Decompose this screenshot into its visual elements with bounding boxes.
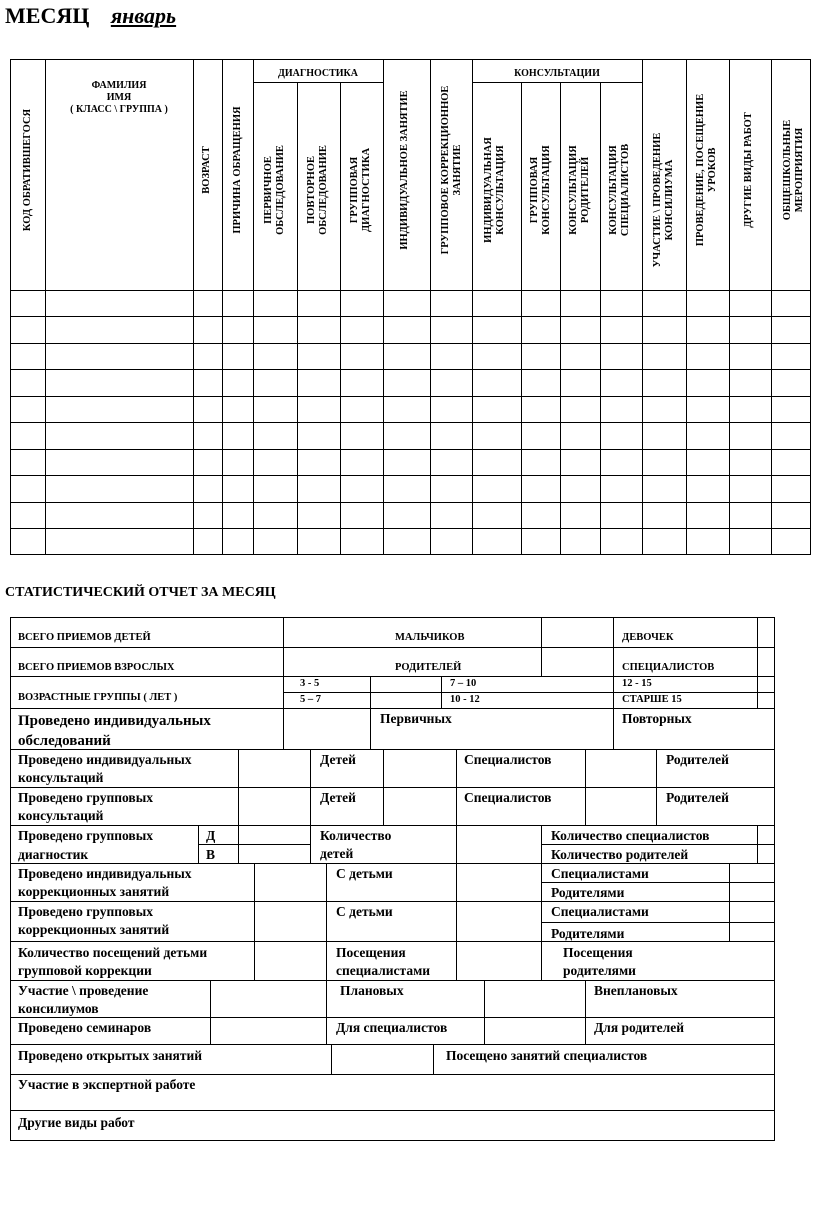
visits-parents-label: Посещения родителями (563, 945, 636, 978)
table-rule-h (10, 369, 811, 370)
grp-diag-v-label: В (206, 847, 216, 862)
table-rule-v (600, 82, 601, 555)
table-rule-h (10, 617, 775, 618)
table-rule-h (10, 941, 775, 942)
table-rule-v (585, 749, 586, 826)
table-rule-h (10, 475, 811, 476)
table-rule-v (810, 59, 811, 555)
table-rule-h (10, 502, 811, 503)
table-rule-v (10, 59, 11, 555)
table-rule-v (774, 617, 775, 1141)
for-parents-label: Для родителей (594, 1020, 684, 1035)
visits-specialists-label: Посещения специалистами (336, 945, 431, 978)
grp-corr-parents-label: Родителями (551, 926, 625, 941)
table-rule-v (370, 708, 371, 750)
table-rule-v (326, 901, 327, 942)
table-rule-v (456, 825, 457, 864)
table-rule-v (521, 82, 522, 555)
table-rule-h (10, 396, 811, 397)
open-lessons-label: Проведено открытых занятий (18, 1048, 203, 1063)
table-rule-h (10, 290, 811, 291)
count-children-label: Количество детей (320, 828, 392, 861)
table-rule-v (613, 617, 614, 677)
total-adults-label: ВСЕГО ПРИЕМОВ ВЗРОСЛЫХ (18, 662, 175, 673)
table-rule-v (193, 59, 194, 555)
table-rule-h (10, 316, 811, 317)
month-value[interactable]: январь (110, 3, 177, 28)
age-groups-label: ВОЗРАСТНЫЕ ГРУППЫ ( ЛЕТ ) (18, 692, 178, 703)
ind-consult-specialists-label: Специалистов (464, 752, 552, 767)
table-rule-v (541, 941, 542, 981)
table-rule-h (10, 343, 811, 344)
table-rule-v (430, 59, 431, 555)
age-12-15: 12 - 15 (622, 678, 652, 689)
table-rule-v (771, 59, 772, 555)
total-children-label: ВСЕГО ПРИЕМОВ ДЕТЕЙ (18, 632, 151, 643)
table-rule-v (254, 901, 255, 942)
ind-corr-children-label: С детьми (336, 866, 393, 881)
count-specialists-label: Количество специалистов (551, 828, 710, 843)
table-rule-v (210, 1017, 211, 1045)
grp-diag-label-2: диагностик (18, 847, 89, 862)
other-label: Другие виды работ (18, 1115, 135, 1130)
table-rule-v (757, 676, 758, 709)
primary-label: Первичных (380, 711, 452, 726)
visited-lessons-label: Посещено занятий специалистов (446, 1048, 648, 1063)
visits-children-label: Количество посещений детьми групповой коррекции (18, 945, 208, 978)
table-rule-h (10, 554, 811, 555)
table-rule-v (383, 59, 384, 555)
unplanned-label: Внеплановых (594, 983, 678, 998)
age-5-7: 5 – 7 (300, 694, 321, 705)
table-rule-h (472, 82, 643, 83)
table-rule-v (433, 1044, 434, 1075)
table-rule-v (757, 617, 758, 677)
table-rule-v (472, 59, 473, 555)
grp-diag-d-label: Д (206, 828, 216, 843)
table-rule-v (370, 676, 371, 709)
girls-label: ДЕВОЧЕК (622, 632, 674, 643)
boys-label: МАЛЬЧИКОВ (395, 632, 465, 643)
table-rule-h (10, 647, 775, 648)
ind-exams-label: Проведено индивидуальных обследований (18, 713, 211, 749)
ind-corr-label: Проведено индивидуальных коррекционных занятий (18, 866, 192, 899)
ind-consult-label: Проведено индивидуальных консультаций (18, 752, 192, 785)
for-specialists-label: Для специалистов (336, 1020, 448, 1035)
table-rule-v (10, 617, 11, 1141)
table-rule-v (238, 749, 239, 826)
table-rule-h (10, 1044, 775, 1045)
table-rule-v (283, 617, 284, 677)
grp-consult-parents-label: Родителей (666, 790, 729, 805)
table-rule-v (283, 676, 284, 709)
grp-diag-label: Проведено групповых (18, 828, 154, 843)
month-title (5, 3, 176, 29)
table-rule-v (456, 749, 457, 826)
table-rule-v (484, 1017, 485, 1045)
count-parents-label: Количество родителей (551, 847, 689, 862)
month-label: МЕСЯЦ (5, 3, 90, 28)
consultations-group-header: КОНСУЛЬТАЦИИ (514, 68, 600, 79)
table-rule-v (560, 82, 561, 555)
table-rule-h (10, 59, 811, 60)
table-rule-h (10, 980, 775, 981)
expert-label: Участие в экспертной работе (18, 1077, 196, 1092)
table-rule-h (10, 449, 811, 450)
table-rule-v (441, 676, 442, 709)
table-rule-v (613, 676, 614, 709)
table-rule-v (254, 863, 255, 902)
ind-corr-parents-label: Родителями (551, 885, 625, 900)
table-rule-h (10, 825, 775, 826)
seminars-label: Проведено семинаров (18, 1020, 152, 1035)
table-rule-v (456, 941, 457, 981)
age-10-12: 10 - 12 (450, 694, 480, 705)
table-rule-h (10, 708, 775, 709)
stats-title: СТАТИСТИЧЕСКИЙ ОТЧЕТ ЗА МЕСЯЦ (5, 585, 276, 600)
table-rule-v (326, 1017, 327, 1045)
table-rule-v (585, 1017, 586, 1045)
table-rule-v (484, 980, 485, 1018)
table-rule-h (10, 787, 775, 788)
table-rule-v (310, 749, 311, 826)
table-rule-v (642, 59, 643, 555)
repeat-label: Повторных (622, 711, 692, 726)
table-rule-v (331, 1044, 332, 1075)
ind-consult-parents-label: Родителей (666, 752, 729, 767)
table-rule-v (656, 749, 657, 826)
table-rule-v (340, 82, 341, 555)
specialists-label: СПЕЦИАЛИСТОВ (622, 662, 715, 673)
table-rule-v (456, 863, 457, 902)
council-label: Участие \ проведение консилиумов (18, 983, 149, 1016)
table-rule-h (541, 922, 775, 923)
grp-corr-children-label: С детьми (336, 904, 393, 919)
grp-corr-label: Проведено групповых коррекционных занятий (18, 904, 170, 937)
table-rule-h (10, 676, 775, 677)
col-name-header: ФАМИЛИЯ ИМЯ ( КЛАСС \ ГРУППА ) (70, 80, 168, 115)
age-7-10: 7 – 10 (450, 678, 477, 689)
table-rule-h (253, 82, 384, 83)
grp-consult-children-label: Детей (320, 790, 356, 805)
table-rule-v (326, 980, 327, 1018)
table-rule-v (326, 863, 327, 902)
table-rule-v (253, 59, 254, 555)
planned-label: Плановых (340, 983, 404, 998)
table-rule-v (585, 980, 586, 1018)
table-rule-v (254, 941, 255, 981)
table-rule-v (541, 617, 542, 677)
table-rule-h (10, 422, 811, 423)
table-rule-h (10, 1074, 775, 1075)
table-rule-v (383, 749, 384, 826)
table-rule-v (456, 901, 457, 942)
age-over-15: СТАРШЕ 15 (622, 694, 682, 705)
grp-corr-specialists-label: Специалистами (551, 904, 649, 919)
ind-consult-children-label: Детей (320, 752, 356, 767)
table-rule-v (45, 59, 46, 555)
age-3-5: 3 - 5 (300, 678, 320, 689)
table-rule-h (10, 1140, 775, 1141)
table-rule-v (686, 59, 687, 555)
table-rule-h (10, 901, 775, 902)
parents-label: РОДИТЕЛЕЙ (395, 662, 462, 673)
table-rule-v (222, 59, 223, 555)
table-rule-v (326, 941, 327, 981)
table-rule-v (613, 708, 614, 750)
grp-consult-label: Проведено групповых консультаций (18, 790, 154, 823)
table-rule-v (297, 82, 298, 555)
table-rule-v (283, 708, 284, 750)
table-rule-h (10, 1110, 775, 1111)
ind-corr-specialists-label: Специалистами (551, 866, 649, 881)
table-rule-v (210, 980, 211, 1018)
table-rule-v (729, 59, 730, 555)
table-rule-h (10, 528, 811, 529)
grp-consult-specialists-label: Специалистов (464, 790, 552, 805)
table-rule-h (283, 692, 775, 693)
diagnostics-group-header: ДИАГНОСТИКА (277, 68, 359, 79)
